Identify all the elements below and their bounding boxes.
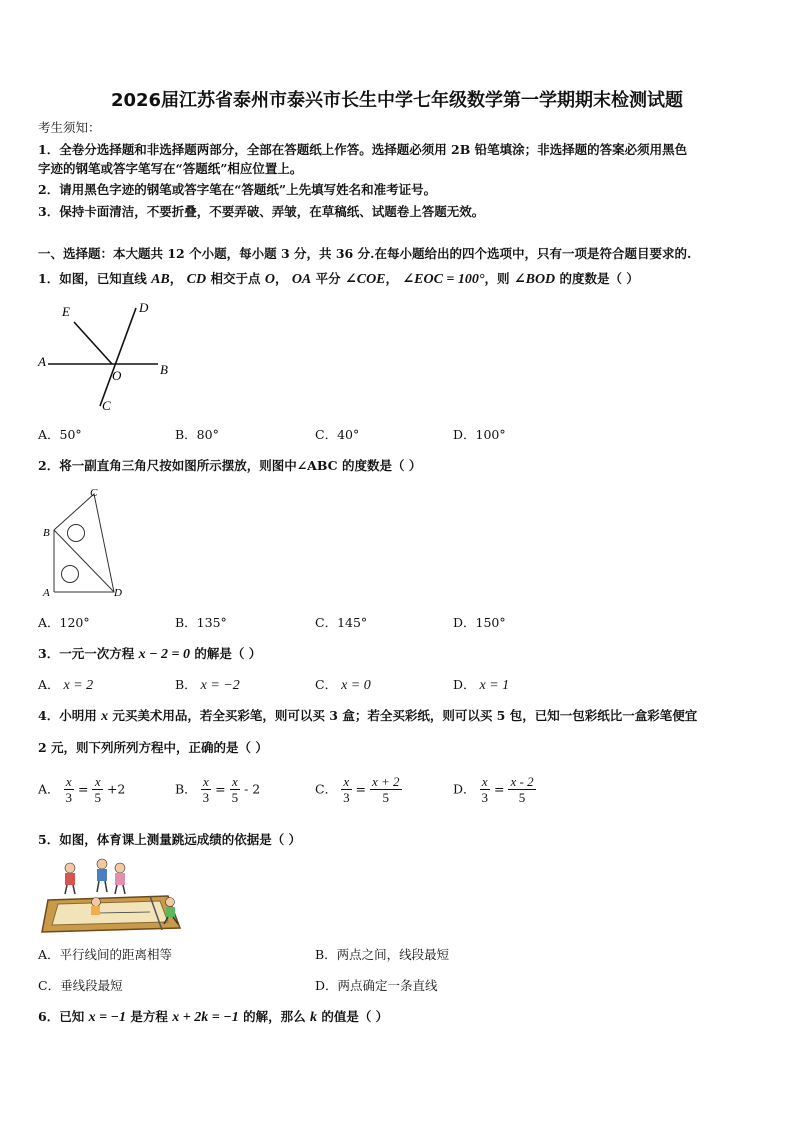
q4-option-c[interactable] xyxy=(315,774,402,805)
q1-point-o: O xyxy=(264,272,275,287)
denominator: 5 xyxy=(94,790,101,805)
equals-sign: = xyxy=(78,781,89,797)
constant-term: - 2 xyxy=(244,781,261,797)
fraction-x-over-5 xyxy=(230,774,241,805)
equals-sign: = xyxy=(215,781,226,797)
child-left xyxy=(65,863,75,894)
label-b: B xyxy=(160,362,168,377)
option-label: C． xyxy=(315,781,338,797)
q5-long-jump-illustration xyxy=(40,856,190,934)
ray-oe xyxy=(74,322,112,364)
notice-item-2: 2．请用黑色字迹的钢笔或答字笔在“答题纸”上先填写姓名和准考证号。 xyxy=(38,182,437,197)
exam-title: 2026届江苏省泰州市泰兴市长生中学七年级数学第一学期期末检测试题 xyxy=(110,90,684,111)
label-a: A xyxy=(43,587,50,599)
q5-option-a[interactable]: A．平行线间的距离相等 xyxy=(38,947,173,962)
q1-angle-eoc: ∠EOC = 100° xyxy=(402,272,485,287)
fraction-x-over-3 xyxy=(341,774,352,805)
denominator: 5 xyxy=(518,790,526,805)
numerator: x xyxy=(230,774,241,790)
option-label: A． xyxy=(38,781,60,797)
q4-text: 4．小明用 xyxy=(38,708,97,723)
q1-text: 相交于点 xyxy=(210,271,261,286)
q2-figure xyxy=(40,484,130,599)
q2-option-c[interactable]: C．145° xyxy=(315,615,368,630)
q6-text: 6．已知 xyxy=(38,1009,85,1024)
option-value: x = −2 xyxy=(200,678,240,693)
triangle-hole-top xyxy=(68,525,85,542)
fraction-x-over-5 xyxy=(92,774,103,805)
q1-text: 平分 xyxy=(315,271,341,286)
option-label: A． xyxy=(38,677,60,692)
label-c: C xyxy=(102,398,111,413)
question-2-stem: 2．将一副直角三角尺按如图所示摆放，则图中∠ABC 的度数是（ ） xyxy=(38,458,422,473)
notice-heading: 考生须知： xyxy=(38,120,101,135)
q6-text: 的值是（ ） xyxy=(321,1009,389,1024)
q4-option-d[interactable] xyxy=(453,774,536,805)
question-5-stem: 5．如图，体育课上测量跳远成绩的依据是（ ） xyxy=(38,832,302,847)
question-3-stem xyxy=(38,646,261,663)
question-6-stem xyxy=(38,1009,388,1026)
option-value: x = 0 xyxy=(341,678,371,693)
question-1-stem xyxy=(38,271,639,288)
numerator: x xyxy=(480,774,491,790)
q6-variable-k: k xyxy=(309,1010,317,1025)
option-label: C． xyxy=(315,677,338,692)
q1-option-d[interactable]: D．100° xyxy=(453,427,506,442)
option-label: B． xyxy=(175,677,197,692)
q1-angle-coe: ∠COE xyxy=(345,272,386,287)
q1-line-cd: CD xyxy=(186,272,207,287)
denominator: 3 xyxy=(202,790,210,805)
option-label: D． xyxy=(453,677,476,692)
section-heading: 一、选择题：本大题共 12 个小题，每小题 3 分，共 36 分.在每小题给出的四个选项中，只有一项是符合题目要求的. xyxy=(38,246,692,261)
triangle-diagonal xyxy=(54,530,114,592)
q2-option-a[interactable]: A．120° xyxy=(38,615,90,630)
denominator: 3 xyxy=(481,790,489,805)
q1-text: ， xyxy=(169,271,183,286)
q1-ray-oa: OA xyxy=(291,272,312,287)
notice-item-1: 1．全卷分选择题和非选择题两部分，全部在答题纸上作答。选择题必须用 2B 铅笔填涂；非选择题的答案必须用黑色 xyxy=(38,142,688,157)
q1-option-c[interactable]: C．40° xyxy=(315,427,360,442)
label-b: B xyxy=(43,527,50,539)
triangle-hole-bottom xyxy=(62,566,79,583)
q3-equation: x − 2 = 0 xyxy=(138,647,191,662)
q1-figure xyxy=(36,296,186,416)
q1-line-ab: AB xyxy=(151,272,170,287)
notice-item-3: 3．保持卡面清洁，不要折叠，不要弄破、弄皱，在草稿纸、试题卷上答题无效。 xyxy=(38,204,485,219)
label-d: D xyxy=(114,587,122,599)
numerator: x + 2 xyxy=(372,774,400,789)
fraction-x-minus-2-over-5 xyxy=(508,774,535,805)
child-middle xyxy=(97,859,107,892)
numerator: x xyxy=(201,774,212,790)
fraction-x-plus-2-over-5 xyxy=(370,774,402,805)
q4-variable-x: x xyxy=(101,709,109,724)
numerator: x xyxy=(341,774,352,790)
triangle-outline xyxy=(54,494,114,592)
equals-sign: = xyxy=(355,781,367,797)
q3-option-b[interactable] xyxy=(175,677,240,694)
fraction-x-over-3 xyxy=(480,774,491,805)
option-label: B． xyxy=(175,781,197,797)
child-right xyxy=(115,863,125,894)
label-a: A xyxy=(38,354,46,369)
denominator: 5 xyxy=(231,790,239,805)
q1-text: 1．如图，已知直线 xyxy=(38,271,147,286)
q6-text: 的解，那么 xyxy=(243,1009,306,1024)
q1-text: ， xyxy=(274,271,288,286)
numerator: x xyxy=(92,774,103,790)
q1-text: ， xyxy=(385,271,399,286)
q3-text: 的解是（ ） xyxy=(194,646,262,661)
question-4-stem xyxy=(38,708,697,725)
equals-sign: = xyxy=(494,781,505,797)
q1-text: 的度数是（ ） xyxy=(559,271,639,286)
fraction-x-over-3 xyxy=(201,774,212,805)
label-c: C xyxy=(90,487,98,499)
option-value: x = 1 xyxy=(479,678,510,693)
option-value: x = 2 xyxy=(63,678,94,693)
q1-text: ，则 xyxy=(484,271,510,286)
q4-text: 元买美术用品，若全买彩笔，则可以买 3 盒；若全买彩纸，则可以买 5 包，已知一包彩纸比一盒彩笔便宜 xyxy=(112,708,698,723)
child-jumper xyxy=(91,898,101,916)
denominator: 3 xyxy=(65,790,73,805)
q2-option-d[interactable]: D．150° xyxy=(453,615,506,630)
q4-option-b[interactable] xyxy=(175,774,260,805)
label-e: E xyxy=(62,304,70,319)
option-label: D． xyxy=(453,781,476,797)
q6-text: 是方程 xyxy=(130,1009,168,1024)
q6-solution: x = −1 xyxy=(88,1010,127,1025)
label-d: D xyxy=(139,300,149,315)
q4-option-a[interactable] xyxy=(38,774,125,805)
q6-equation: x + 2k = −1 xyxy=(172,1010,239,1025)
q1-option-a[interactable]: A．50° xyxy=(38,427,82,442)
numerator: x xyxy=(64,774,75,790)
fraction-x-over-3 xyxy=(64,774,75,805)
label-o: O xyxy=(112,368,122,383)
question-4-stem-cont: 2 元，则下列所列方程中，正确的是（ ） xyxy=(38,740,268,755)
notice-item-1-cont: 字迹的钢笔或答字笔写在“答题纸”相应位置上。 xyxy=(38,161,303,176)
q3-option-d[interactable] xyxy=(453,677,509,694)
denominator: 3 xyxy=(343,790,350,805)
q2-option-b[interactable]: B．135° xyxy=(175,615,227,630)
q5-option-b[interactable]: B．两点之间，线段最短 xyxy=(315,947,450,962)
q3-option-c[interactable] xyxy=(315,677,371,694)
numerator: x - 2 xyxy=(510,774,534,789)
constant-term: +2 xyxy=(106,781,126,797)
q5-option-d[interactable]: D．两点确定一条直线 xyxy=(315,978,438,993)
q1-angle-bod: ∠BOD xyxy=(513,272,556,287)
q5-option-c[interactable]: C．垂线段最短 xyxy=(38,978,123,993)
q3-text: 3．一元一次方程 xyxy=(38,646,135,661)
q3-option-a[interactable] xyxy=(38,677,93,694)
denominator: 5 xyxy=(382,790,390,805)
q1-option-b[interactable]: B．80° xyxy=(175,427,219,442)
